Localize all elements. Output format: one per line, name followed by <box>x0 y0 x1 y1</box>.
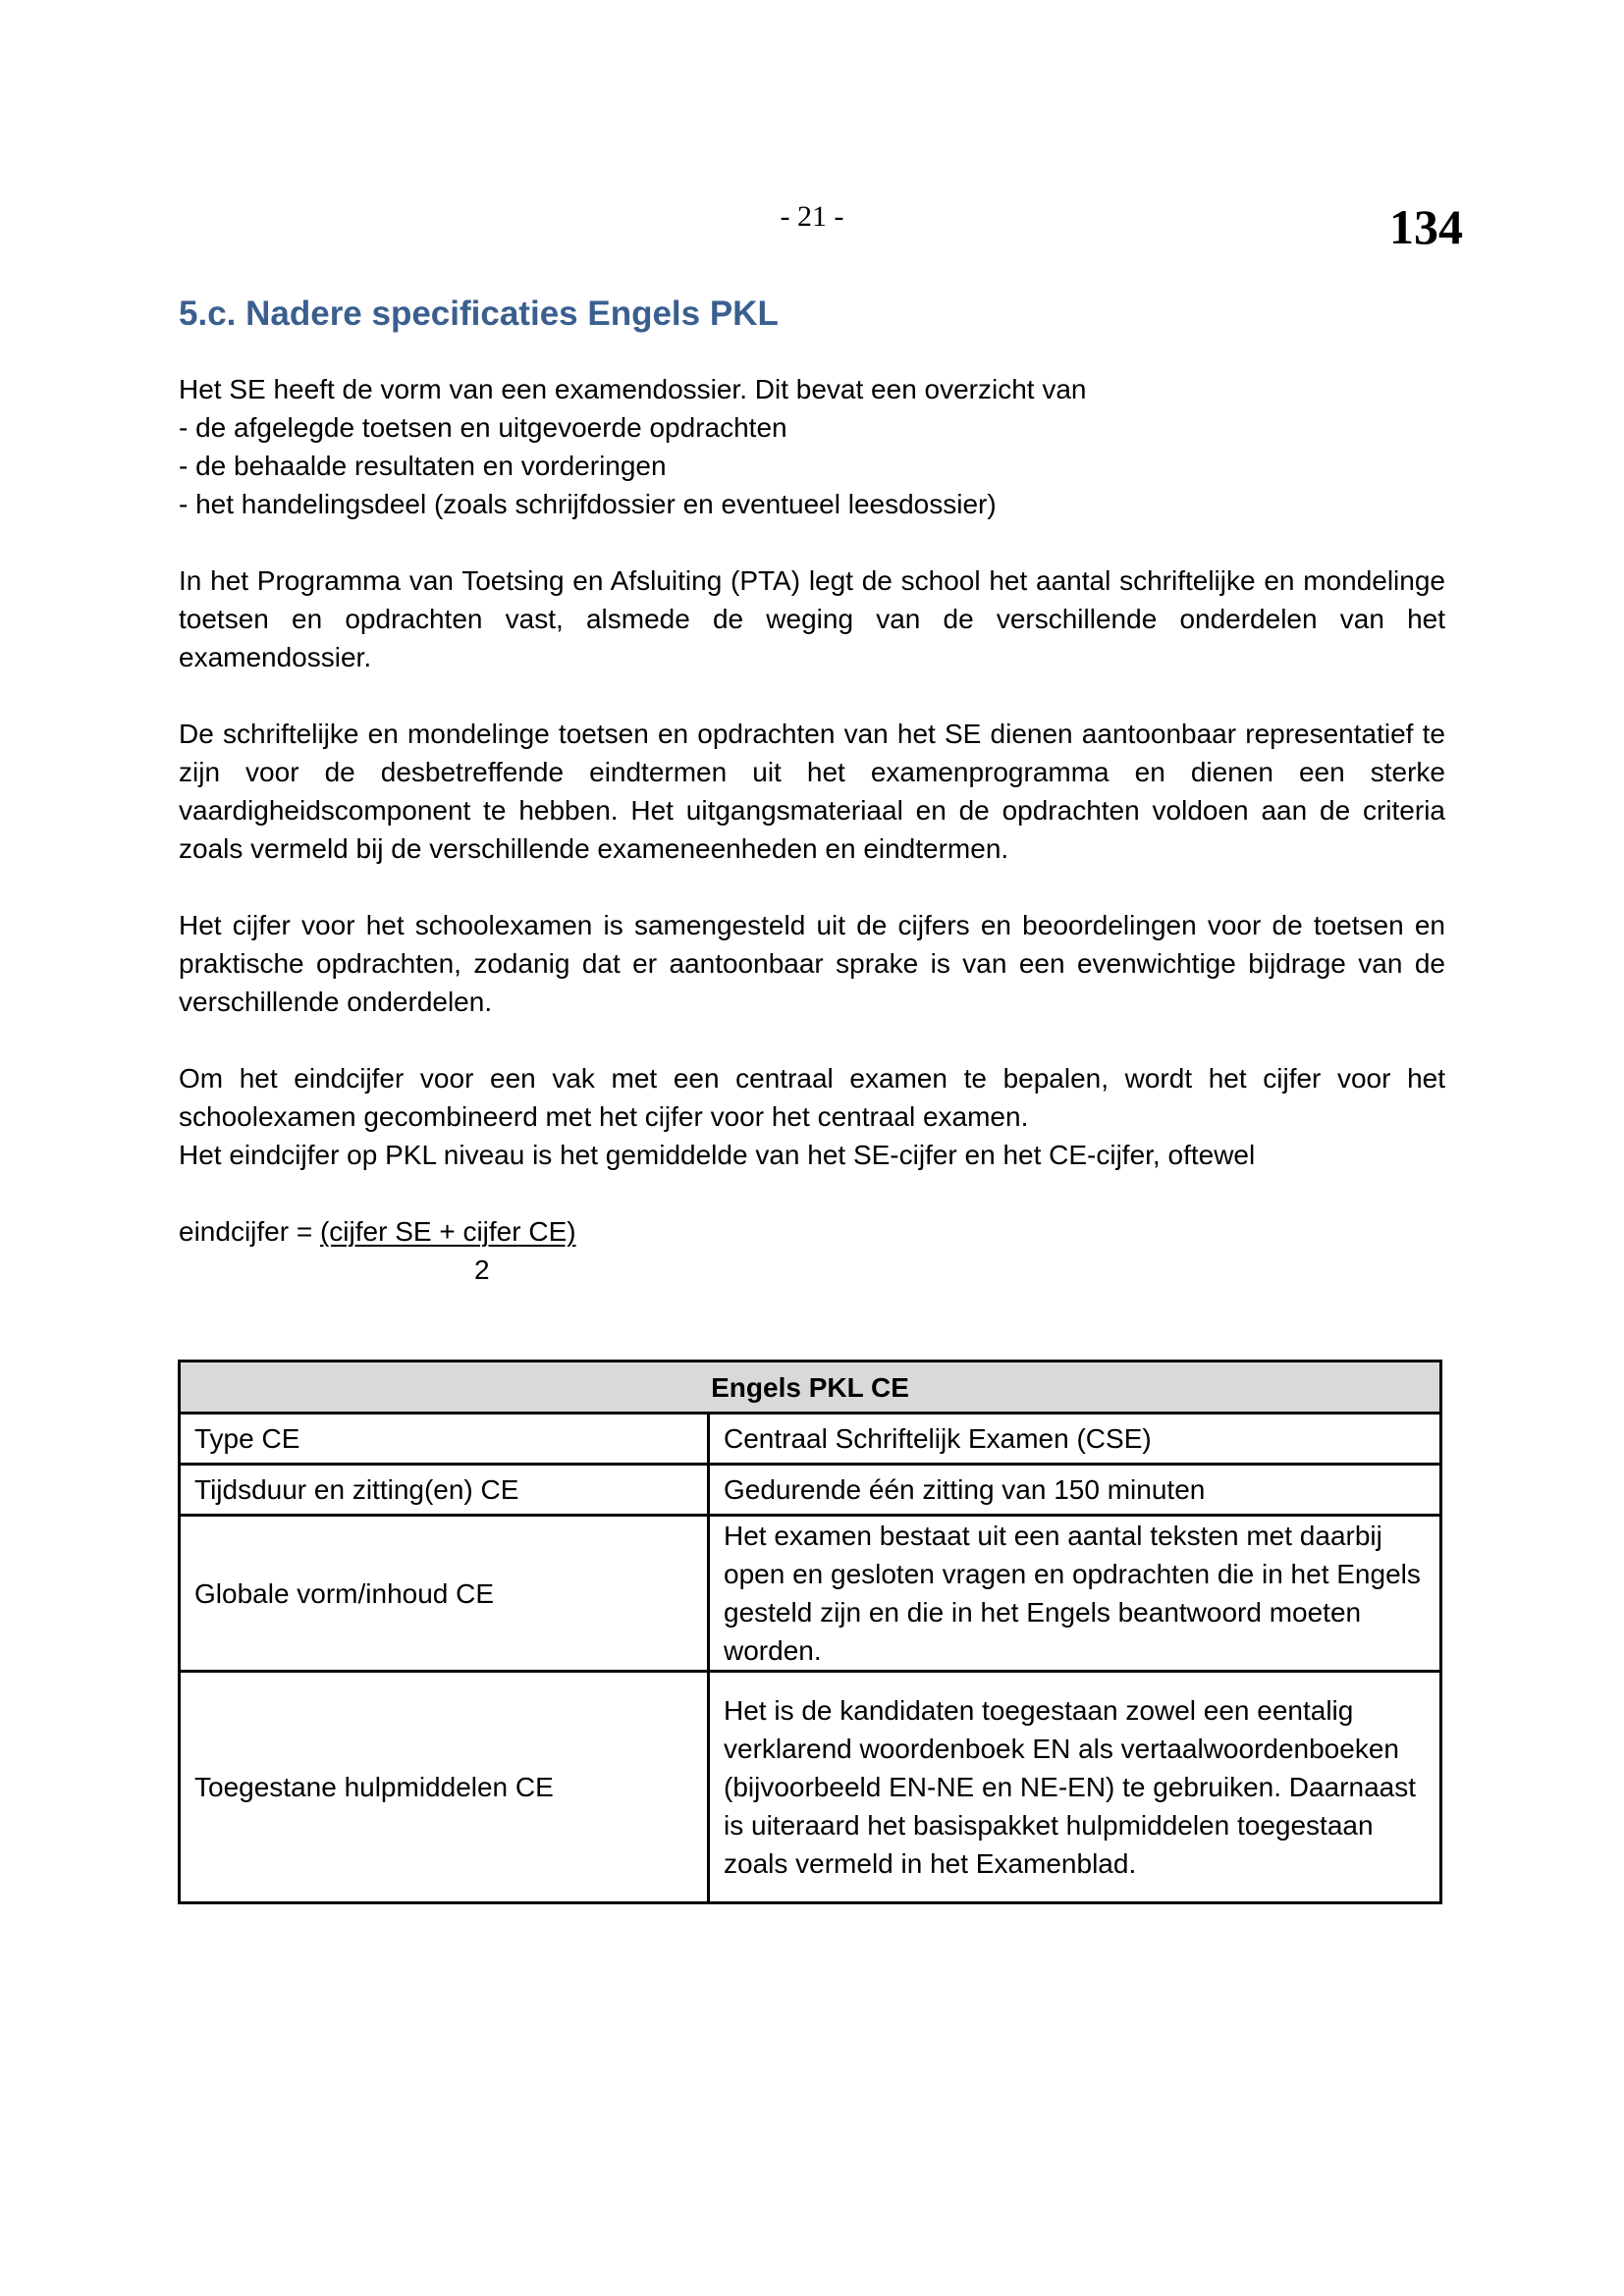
list-item: - het handelingsdeel (zoals schrijfdossier en eventueel leesdossier) <box>179 489 997 519</box>
table-row <box>180 1672 1441 1903</box>
table-row <box>180 1414 1441 1465</box>
row-value: Het is de kandidaten toegestaan zowel een eentalig verklarend woordenboek EN als vertaalwoordenboeken (bijvoorbeeld EN-NE en NE-EN) te gebruiken. Daarnaast is uiteraard het basispakket hulpmiddelen toegestaan zoals vermeld in het Examenblad. <box>709 1672 1441 1903</box>
list-item: - de behaalde resultaten en vorderingen <box>179 451 667 481</box>
formula <box>179 1212 1445 1251</box>
paragraph-intro: Het SE heeft de vorm van een examendossier. Dit bevat een overzicht van <box>179 374 1087 404</box>
section-heading: 5.c. Nadere specificaties Engels PKL <box>179 294 779 333</box>
row-label: Tijdsduur en zitting(en) CE <box>180 1465 709 1516</box>
table-row <box>180 1516 1441 1672</box>
paragraph-pta: In het Programma van Toetsing en Afsluiting (PTA) legt de school het aantal schriftelijke en mondelinge toetsen en opdrachten vast, alsmede de weging van de verschillende onderdelen van het examendossier. <box>179 565 1445 672</box>
paragraph-se-requirements: De schriftelijke en mondelinge toetsen en opdrachten van het SE dienen aantoonbaar representatief te zijn voor de desbetreffende eindtermen uit het examenprogramma en dienen een sterke vaardigheidscomponent te hebben. Het uitgangsmateriaal en de opdrachten voldoen aan de criteria zoals vermeld bij de verschillende exameneenheden en eindtermen. <box>179 719 1445 864</box>
row-value: Het examen bestaat uit een aantal teksten met daarbij open en gesloten vragen en opdrachten die in het Engels gesteld zijn en die in het Engels beantwoord moeten worden. <box>709 1516 1441 1672</box>
row-label: Globale vorm/inhoud CE <box>180 1516 709 1672</box>
row-label: Toegestane hulpmiddelen CE <box>180 1672 709 1903</box>
row-value: Centraal Schriftelijk Examen (CSE) <box>709 1414 1441 1465</box>
table-row <box>180 1465 1441 1516</box>
formula-denominator: 2 <box>474 1255 490 1285</box>
paragraph-final-grade: Om het eindcijfer voor een vak met een centraal examen te bepalen, wordt het cijfer voor het schoolexamen gecombineerd met het cijfer voor het centraal examen. <box>179 1063 1445 1132</box>
body-content <box>179 370 1445 1289</box>
paragraph-pkl-average: Het eindcijfer op PKL niveau is het gemiddelde van het SE-cijfer en het CE-cijfer, oftewel <box>179 1140 1256 1170</box>
row-value: Gedurende één zitting van 150 minuten <box>709 1465 1441 1516</box>
exam-spec-table <box>178 1360 1442 1904</box>
list-item: - de afgelegde toetsen en uitgevoerde opdrachten <box>179 412 787 443</box>
formula-lhs: eindcijfer = <box>179 1216 320 1247</box>
table-title: Engels PKL CE <box>180 1362 1441 1414</box>
page-number: - 21 - <box>780 200 844 233</box>
row-label: Type CE <box>180 1414 709 1465</box>
formula-numerator: (cijfer SE + cijfer CE) <box>319 1216 576 1247</box>
document-number: 134 <box>1389 199 1463 254</box>
paragraph-se-grade: Het cijfer voor het schoolexamen is samengesteld uit de cijfers en beoordelingen voor de toetsen en praktische opdrachten, zodanig dat er aantoonbaar sprake is van een evenwichtige bijdrage van de verschillende onderdelen. <box>179 910 1445 1017</box>
